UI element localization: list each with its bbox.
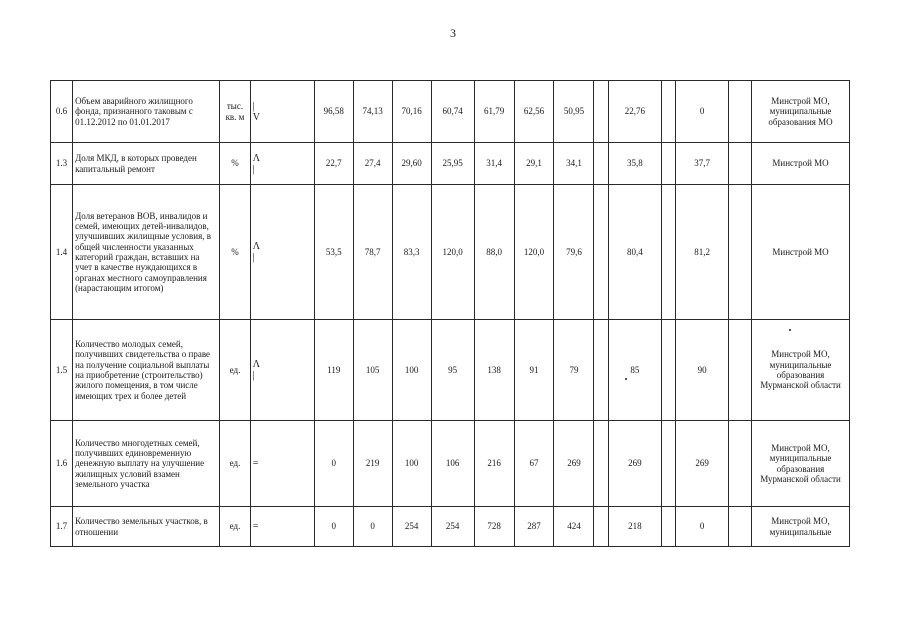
value-cell: 35,8	[609, 143, 662, 185]
responsible-cell: Минстрой МО, муниципальные	[752, 507, 850, 547]
value-cell: 78,7	[353, 185, 392, 320]
value-cell: 119	[314, 320, 353, 421]
row-number: 1.6	[51, 421, 73, 507]
value-cell: 0	[314, 507, 353, 547]
row-number: 1.3	[51, 143, 73, 185]
value-cell: 62,56	[514, 81, 554, 143]
value-cell: 728	[474, 507, 514, 547]
row-number: 1.4	[51, 185, 73, 320]
indicator-name: Количество земельных участков, в отношении	[73, 507, 220, 547]
trend-glyph: |	[252, 370, 255, 381]
trend-glyph: |	[252, 163, 255, 175]
indicator-name: Количество многодетных семей, получивших единовременную денежную выплату на улучшение жилищных условий взамен земельного участка	[73, 421, 220, 507]
responsible-cell: Минстрой МО	[752, 143, 850, 185]
unit-cell: ед.	[220, 507, 250, 547]
value-cell: 269	[554, 421, 594, 507]
value-cell	[594, 507, 609, 547]
trend-glyph: |	[252, 252, 255, 263]
value-cell	[728, 143, 751, 185]
trend-glyph: |	[252, 100, 255, 112]
value-cell	[728, 507, 751, 547]
value-cell: 29,1	[514, 143, 554, 185]
responsible-cell: Минстрой МО, муниципальные образования Мурманской области	[752, 421, 850, 507]
unit-cell: %	[220, 185, 250, 320]
value-cell: 31,4	[474, 143, 514, 185]
value-cell: 50,95	[554, 81, 594, 143]
value-cell: 95	[431, 320, 474, 421]
trend-glyph: =	[252, 521, 259, 532]
value-cell: 29,60	[392, 143, 431, 185]
trend-glyph: =	[252, 458, 259, 469]
value-cell: 424	[554, 507, 594, 547]
value-cell: 53,5	[314, 185, 353, 320]
table-row	[51, 143, 850, 185]
value-cell: 254	[431, 507, 474, 547]
value-cell: 269	[609, 421, 662, 507]
trend-cell	[250, 81, 314, 143]
row-number: 1.5	[51, 320, 73, 421]
unit-cell: ед.	[220, 421, 250, 507]
unit-cell: тыс. кв. м	[220, 81, 250, 143]
value-cell: 254	[392, 507, 431, 547]
value-cell: 60,74	[431, 81, 474, 143]
value-cell: 219	[353, 421, 392, 507]
value-cell	[661, 185, 676, 320]
trend-cell	[250, 185, 314, 320]
value-cell: 120,0	[514, 185, 554, 320]
value-cell: 106	[431, 421, 474, 507]
value-cell	[594, 320, 609, 421]
value-cell: 216	[474, 421, 514, 507]
value-cell	[728, 320, 751, 421]
table-row	[51, 507, 850, 547]
value-cell: 83,3	[392, 185, 431, 320]
value-cell: 218	[609, 507, 662, 547]
value-cell: 79	[554, 320, 594, 421]
value-cell	[661, 507, 676, 547]
value-cell: 22,76	[609, 81, 662, 143]
value-cell: 27,4	[353, 143, 392, 185]
value-cell: 0	[676, 81, 729, 143]
trend-glyph: Λ	[252, 359, 260, 370]
value-cell	[594, 185, 609, 320]
value-cell: 81,2	[676, 185, 729, 320]
value-cell: 91	[514, 320, 554, 421]
indicators-table	[50, 80, 850, 547]
row-number: 0.6	[51, 81, 73, 143]
trend-glyph: Λ	[252, 152, 260, 164]
value-cell: 105	[353, 320, 392, 421]
trend-cell	[250, 421, 314, 507]
responsible-cell: Минстрой МО, муниципальные образования Мурманской области	[752, 320, 850, 421]
value-cell: 80,4	[609, 185, 662, 320]
value-cell: 100	[392, 320, 431, 421]
table-row	[51, 81, 850, 143]
table-row	[51, 320, 850, 421]
value-cell: 120,0	[431, 185, 474, 320]
value-cell: 85	[609, 320, 662, 421]
table-row	[51, 421, 850, 507]
unit-cell: ед.	[220, 320, 250, 421]
indicator-name: Доля ветеранов ВОВ, инвалидов и семей, имеющих детей-инвалидов, улучшивших жилищные условия, в общей численности указанных категорий граждан, вставших на учет в качестве нуждающихся в органах местного самоуправления (нарастающим итогом)	[73, 185, 220, 320]
value-cell: 67	[514, 421, 554, 507]
value-cell: 90	[676, 320, 729, 421]
value-cell: 61,79	[474, 81, 514, 143]
value-cell: 96,58	[314, 81, 353, 143]
responsible-cell: Минстрой МО	[752, 185, 850, 320]
trend-cell	[250, 143, 314, 185]
unit-cell: %	[220, 143, 250, 185]
value-cell: 0	[314, 421, 353, 507]
value-cell: 37,7	[676, 143, 729, 185]
scan-speck	[789, 329, 791, 331]
trend-cell	[250, 320, 314, 421]
value-cell	[661, 320, 676, 421]
value-cell	[661, 143, 676, 185]
value-cell: 70,16	[392, 81, 431, 143]
value-cell: 100	[392, 421, 431, 507]
value-cell: 79,6	[554, 185, 594, 320]
value-cell: 34,1	[554, 143, 594, 185]
indicator-name: Доля МКД, в которых проведен капитальный ремонт	[73, 143, 220, 185]
value-cell	[728, 81, 751, 143]
trend-cell	[250, 507, 314, 547]
value-cell	[661, 421, 676, 507]
indicator-name: Объем аварийного жилищного фонда, признанного таковым с 01.12.2012 по 01.01.2017	[73, 81, 220, 143]
trend-glyph: Λ	[252, 241, 260, 252]
value-cell: 74,13	[353, 81, 392, 143]
value-cell: 0	[676, 507, 729, 547]
value-cell	[594, 421, 609, 507]
responsible-cell: Минстрой МО, муниципальные образования МО	[752, 81, 850, 143]
value-cell: 88,0	[474, 185, 514, 320]
trend-glyph: V	[252, 111, 260, 123]
value-cell	[728, 421, 751, 507]
value-cell	[661, 81, 676, 143]
scan-speck	[625, 378, 627, 380]
value-cell	[728, 185, 751, 320]
table-row	[51, 185, 850, 320]
value-cell: 22,7	[314, 143, 353, 185]
value-cell	[594, 143, 609, 185]
value-cell: 269	[676, 421, 729, 507]
value-cell: 25,95	[431, 143, 474, 185]
value-cell: 138	[474, 320, 514, 421]
indicator-name: Количество молодых семей, получивших свидетельства о праве на получение социальной выплаты на приобретение (строительство) жилого помещения, в том числе имеющих трех и более детей	[73, 320, 220, 421]
row-number: 1.7	[51, 507, 73, 547]
value-cell: 287	[514, 507, 554, 547]
page-number: 3	[450, 26, 456, 40]
value-cell	[594, 81, 609, 143]
value-cell: 0	[353, 507, 392, 547]
